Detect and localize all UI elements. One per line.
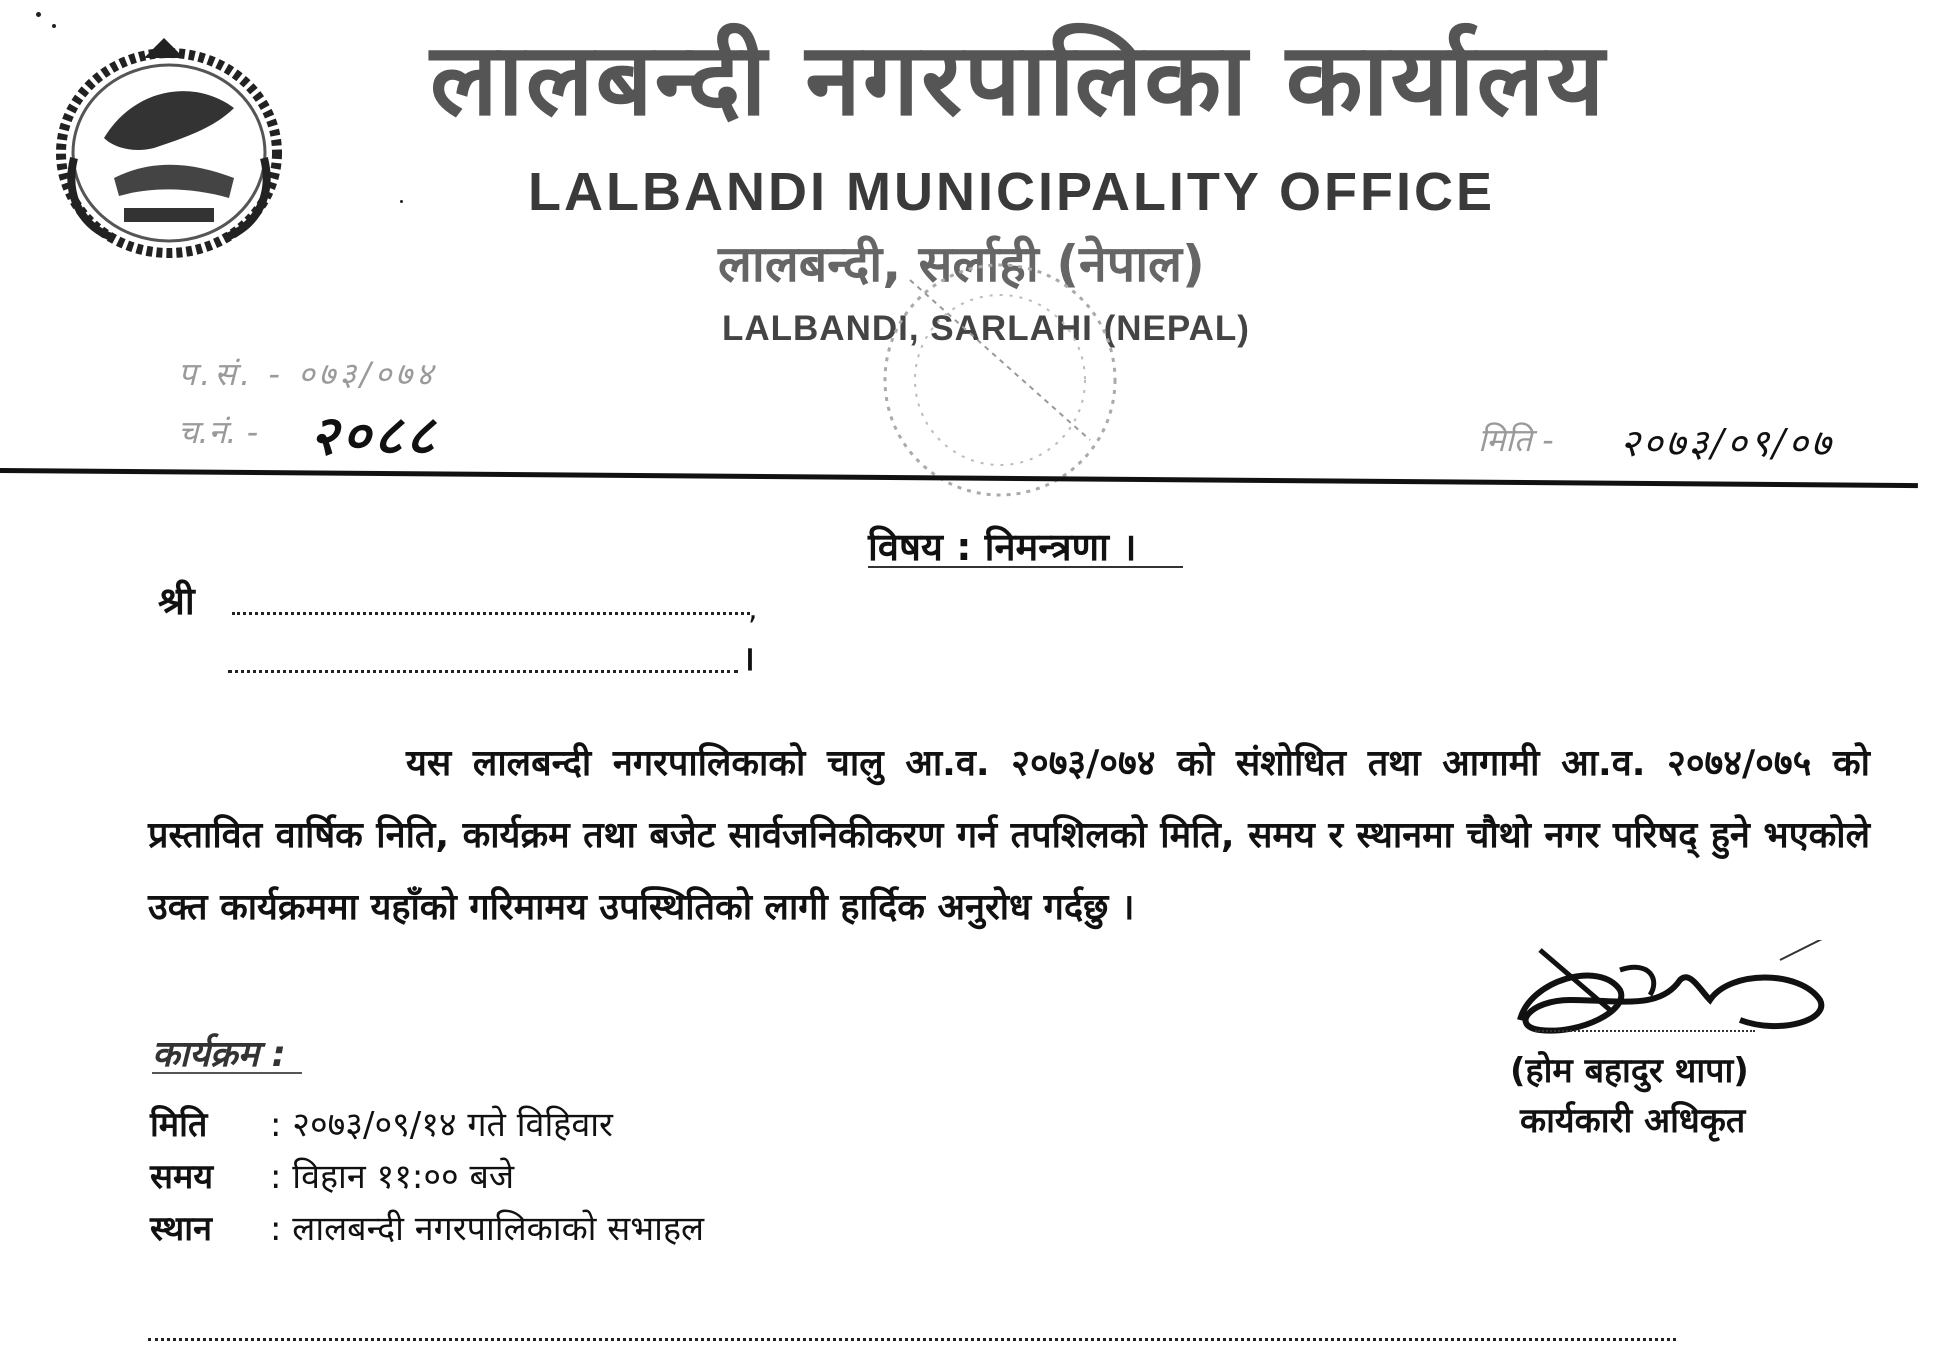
program-heading-underline: [152, 1072, 302, 1074]
scan-speck: [36, 12, 41, 17]
program-time-value: : विहान ११:०० बजे: [270, 1157, 515, 1197]
office-address-nepali: लालबन्दी, सर्लाही (नेपाल): [718, 235, 1205, 293]
office-title-english: LALBANDI MUNICIPALITY OFFICE: [528, 162, 1495, 222]
letter-date-value: २०७३/०९/०७: [1620, 421, 1834, 465]
reference-ch-value: २०८८: [310, 403, 439, 467]
addressee-line-2: [228, 670, 738, 673]
letter-date-label: मिति -: [1478, 421, 1554, 459]
signatory-title: कार्यकारी अधिकृत: [1520, 1101, 1746, 1141]
reference-ps-number: प.सं. - ०७३/०७४: [178, 355, 437, 393]
signature-line: [1535, 1030, 1755, 1032]
nepal-emblem-icon: [44, 28, 304, 268]
office-address-english: LALBANDI, SARLAHI (NEPAL): [722, 309, 1250, 348]
program-time-label: समय: [150, 1157, 214, 1197]
bottom-dotted-line: [148, 1338, 1676, 1341]
office-title-nepali: लालबन्दी नगरपालिका कार्यालय: [430, 21, 1607, 138]
program-venue-label: स्थान: [150, 1209, 212, 1249]
addressee-comma: ,: [748, 592, 758, 627]
scan-speck: [52, 24, 56, 28]
addressee-line-1: [232, 612, 750, 615]
program-date-label: मिति: [150, 1105, 208, 1145]
program-venue-value: : लालबन्दी नगरपालिकाको सभाहल: [270, 1209, 705, 1249]
letter-subject: विषय : निमन्त्रणा ।: [868, 525, 1137, 569]
reference-ch-label: च.नं. -: [178, 413, 259, 451]
subject-underline: [868, 566, 1183, 568]
program-date-value: : २०७३/०९/१४ गते विहिवार: [270, 1105, 613, 1145]
letter-body: यस लालबन्दी नगरपालिकाको चालु आ.व. २०७३/०७४ को संशोधित तथा आगामी आ.व. २०७४/०७५ को प्रस्तावित वार्षिक निति, कार्यक्रम तथा बजेट सार्वजनिकीकरण गर्न तपशिलको मिति, समय र स्थानमा चौथो नगर परिषद् हुने भएकोले उक्त कार्यक्रममा यहाँको गरिमामय उपस्थितिको लागी हार्दिक अनुरोध गर्दछु ।: [148, 743, 1870, 928]
addressee-prefix: श्री: [158, 579, 195, 623]
scan-speck: [400, 200, 403, 203]
addressee-danda: ।: [742, 639, 755, 679]
program-heading: कार्यक्रम :: [152, 1034, 286, 1075]
signatory-name: (होम बहादुर थापा): [1510, 1051, 1749, 1091]
